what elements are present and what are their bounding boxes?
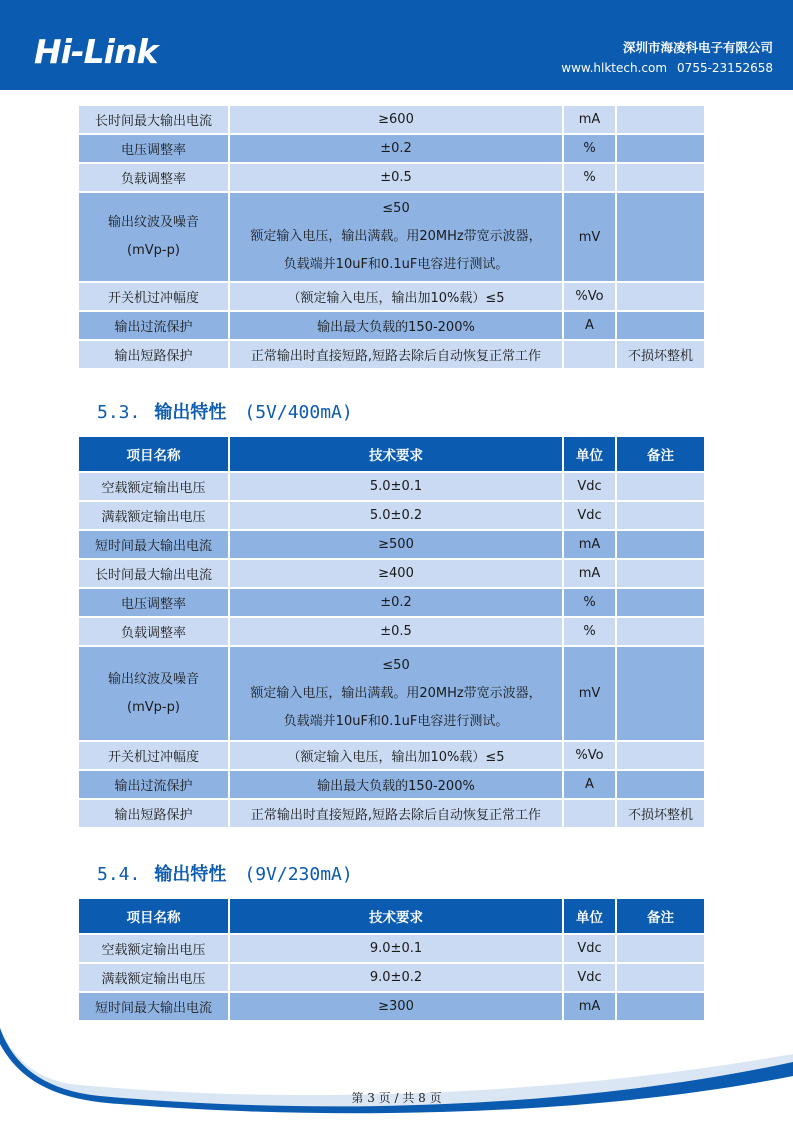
item-note xyxy=(616,617,705,646)
item-spec: 5.0±0.1 xyxy=(229,472,563,501)
table-row xyxy=(78,311,705,340)
item-spec: 正常输出时直接短路,短路去除后自动恢复正常工作 xyxy=(229,340,563,369)
item-spec: ≤50 额定输入电压，输出满载。用20MHz带宽示波器， 负载端并10uF和0.1uF电容进行测试。 xyxy=(229,192,563,282)
col-header-unit: 单位 xyxy=(563,436,616,472)
table-row xyxy=(78,530,705,559)
item-note xyxy=(616,311,705,340)
table-row xyxy=(78,646,705,741)
section-heading-5-4: 5.4. 输出特性 (9V/230mA) xyxy=(97,864,353,885)
col-header-unit: 单位 xyxy=(563,898,616,934)
item-unit: mV xyxy=(563,646,616,741)
table-row xyxy=(78,770,705,799)
item-name: 开关机过冲幅度 xyxy=(78,282,229,311)
table-header-row xyxy=(78,898,705,934)
col-header-spec: 技术要求 xyxy=(229,436,563,472)
item-unit xyxy=(563,340,616,369)
section-heading-5-3: 5.3. 输出特性 (5V/400mA) xyxy=(97,402,353,423)
item-note xyxy=(616,282,705,311)
table-row xyxy=(78,588,705,617)
item-unit: %Vo xyxy=(563,282,616,311)
table-row xyxy=(78,799,705,828)
table-row xyxy=(78,617,705,646)
item-note: 不损坏整机 xyxy=(616,340,705,369)
item-note xyxy=(616,501,705,530)
col-header-name: 项目名称 xyxy=(78,898,229,934)
item-name: 负载调整率 xyxy=(78,163,229,192)
page-number: 第 3 页 / 共 8 页 xyxy=(351,1091,442,1105)
item-note xyxy=(616,588,705,617)
spec-table-9v xyxy=(77,897,706,1022)
website[interactable]: www.hlktech.com xyxy=(561,61,668,75)
item-name: 输出过流保护 xyxy=(78,311,229,340)
item-note xyxy=(616,192,705,282)
item-note xyxy=(616,105,705,134)
item-name: 空载额定输出电压 xyxy=(78,472,229,501)
item-spec: 5.0±0.2 xyxy=(229,501,563,530)
item-unit: %Vo xyxy=(563,741,616,770)
spec-table-continued xyxy=(77,104,706,370)
item-unit: Vdc xyxy=(563,963,616,992)
phone: 0755-23152658 xyxy=(677,61,773,75)
item-unit xyxy=(563,799,616,828)
item-unit: % xyxy=(563,134,616,163)
item-name: 输出纹波及噪音 (mVp-p) xyxy=(78,646,229,741)
item-spec: ≥300 xyxy=(229,992,563,1021)
item-unit: mA xyxy=(563,105,616,134)
col-header-note: 备注 xyxy=(616,898,705,934)
item-spec: 输出最大负载的150-200% xyxy=(229,311,563,340)
contact-line xyxy=(561,61,773,75)
table-row xyxy=(78,741,705,770)
table-row xyxy=(78,934,705,963)
item-spec: ±0.5 xyxy=(229,163,563,192)
item-spec: 9.0±0.1 xyxy=(229,934,563,963)
item-unit: Vdc xyxy=(563,472,616,501)
item-name: 负载调整率 xyxy=(78,617,229,646)
col-header-spec: 技术要求 xyxy=(229,898,563,934)
item-note xyxy=(616,559,705,588)
item-unit: mA xyxy=(563,559,616,588)
col-header-name: 项目名称 xyxy=(78,436,229,472)
item-name: 开关机过冲幅度 xyxy=(78,741,229,770)
item-note: 不损坏整机 xyxy=(616,799,705,828)
item-spec: （额定输入电压，输出加10%载）≤5 xyxy=(229,741,563,770)
table-row xyxy=(78,963,705,992)
item-name: 短时间最大输出电流 xyxy=(78,530,229,559)
item-note xyxy=(616,530,705,559)
item-spec: ±0.5 xyxy=(229,617,563,646)
table-row xyxy=(78,501,705,530)
page-header xyxy=(0,0,793,90)
table-row xyxy=(78,282,705,311)
item-name: 长时间最大输出电流 xyxy=(78,105,229,134)
spec-table-5v xyxy=(77,435,706,829)
item-spec: 9.0±0.2 xyxy=(229,963,563,992)
item-unit: mA xyxy=(563,992,616,1021)
item-unit: % xyxy=(563,617,616,646)
table-row xyxy=(78,340,705,369)
table-row xyxy=(78,105,705,134)
table-row xyxy=(78,472,705,501)
company-name: 深圳市海凌科电子有限公司 xyxy=(622,40,773,55)
item-spec: ±0.2 xyxy=(229,134,563,163)
item-spec: ≥600 xyxy=(229,105,563,134)
item-unit: A xyxy=(563,770,616,799)
item-spec: ≤50 额定输入电压，输出满载。用20MHz带宽示波器， 负载端并10uF和0.1uF电容进行测试。 xyxy=(229,646,563,741)
item-unit: mA xyxy=(563,530,616,559)
item-note xyxy=(616,163,705,192)
item-spec: ≥400 xyxy=(229,559,563,588)
item-name: 满载额定输出电压 xyxy=(78,501,229,530)
item-spec: （额定输入电压，输出加10%载）≤5 xyxy=(229,282,563,311)
item-name: 输出短路保护 xyxy=(78,340,229,369)
item-note xyxy=(616,741,705,770)
item-spec: ≥500 xyxy=(229,530,563,559)
table-row xyxy=(78,134,705,163)
item-name: 输出过流保护 xyxy=(78,770,229,799)
item-name: 电压调整率 xyxy=(78,134,229,163)
col-header-note: 备注 xyxy=(616,436,705,472)
item-note xyxy=(616,992,705,1021)
item-name: 短时间最大输出电流 xyxy=(78,992,229,1021)
item-name: 空载额定输出电压 xyxy=(78,934,229,963)
table-row xyxy=(78,192,705,282)
table-row xyxy=(78,163,705,192)
item-unit: Vdc xyxy=(563,501,616,530)
item-spec: 输出最大负载的150-200% xyxy=(229,770,563,799)
item-note xyxy=(616,770,705,799)
item-unit: A xyxy=(563,311,616,340)
item-note xyxy=(616,472,705,501)
footer-wave-decoration xyxy=(0,1022,793,1122)
item-unit: Vdc xyxy=(563,934,616,963)
item-unit: mV xyxy=(563,192,616,282)
item-name: 满载额定输出电压 xyxy=(78,963,229,992)
item-spec: 正常输出时直接短路,短路去除后自动恢复正常工作 xyxy=(229,799,563,828)
item-name: 电压调整率 xyxy=(78,588,229,617)
item-name: 长时间最大输出电流 xyxy=(78,559,229,588)
item-name: 输出短路保护 xyxy=(78,799,229,828)
item-note xyxy=(616,134,705,163)
item-name: 输出纹波及噪音 (mVp-p) xyxy=(78,192,229,282)
item-note xyxy=(616,963,705,992)
table-row xyxy=(78,559,705,588)
hi-link-logo: Hi-Link xyxy=(34,32,158,71)
item-unit: % xyxy=(563,588,616,617)
item-note xyxy=(616,646,705,741)
item-spec: ±0.2 xyxy=(229,588,563,617)
table-row xyxy=(78,992,705,1021)
item-note xyxy=(616,934,705,963)
item-unit: % xyxy=(563,163,616,192)
table-header-row xyxy=(78,436,705,472)
